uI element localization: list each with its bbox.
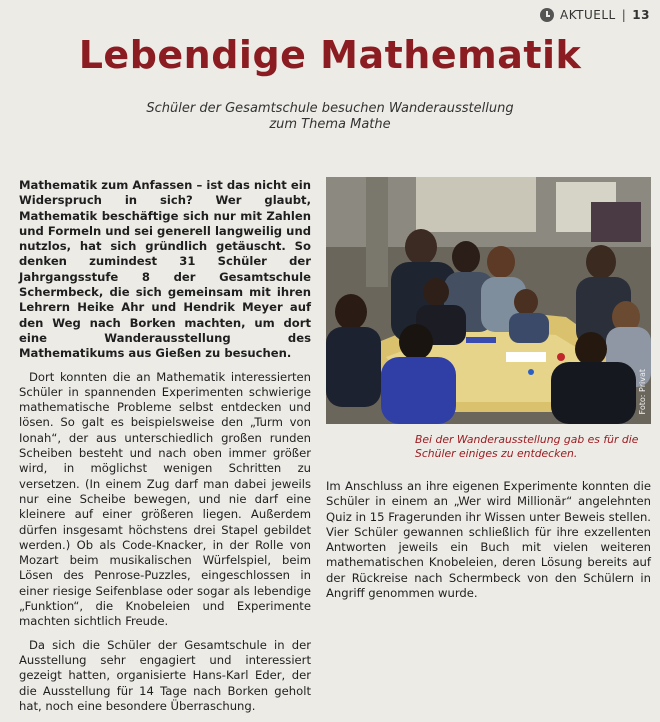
subtitle-line-1: Schüler der Gesamtschule besuchen Wanderausstellung: [146, 101, 514, 116]
photo-credit: Foto: Privat: [638, 368, 647, 414]
photo-illustration: [326, 177, 651, 424]
section-label: AKTUELL: [560, 8, 616, 22]
article-title: Lebendige Mathematik: [78, 33, 582, 77]
page-header: [540, 6, 650, 24]
article-photo: [326, 177, 651, 424]
article-left-column: [19, 178, 311, 722]
body-paragraph-3: Da sich die Schüler der Gesamtschule in der Ausstellung sehr engagiert und interessiert gezeigt hatten, organisierte Hans-Karl Eder, der die Ausstellung für 14 Tage nach Borken geholt hat, noch eine besondere Überraschung.: [19, 637, 311, 713]
clock-icon: [540, 8, 554, 22]
article-subtitle: [100, 101, 560, 133]
body-paragraph-4: Im Anschluss an ihre eigenen Experimente konnten die Schüler in einem an „Wer wird Millionär“ angelehnten Quiz in 15 Fragerunden ihr Wissen unter Beweis stellen. Vier Schüler gewannen schließlich für ihre exzellenten Antworten jeweils ein Buch mit vielen weiteren mathematischen Knobeleien, deren Lösung bereits auf der Rückreise nach Schermbeck von den Schülern in Angriff genommen wurde.: [326, 479, 651, 601]
lead-paragraph: Mathematik zum Anfassen – ist das nicht ein Widerspruch in sich? Wer glaubt, Mathematik beschäftige sich nur mit Zahlen und Formeln und sei generell langweilig und nutzlos, hat sich gründlich getäuscht. So denken zumindest 31 Schüler der Jahrgangsstufe 8 der Gesamtschule Schermbeck, die sich gemeinsam mit ihren Lehrern Heike Ahr und Hendrik Meyer auf den Weg nach Borken machten, um dort eine Wanderausstellung des Mathematikums aus Gießen zu besuchen.: [19, 178, 311, 361]
page-number: 13: [632, 8, 650, 22]
subtitle-line-2: zum Thema Mathe: [269, 117, 391, 132]
header-separator: |: [621, 8, 627, 22]
body-paragraph-2: Dort konnten die an Mathematik interessierten Schüler in spannenden Experimenten schwierige mathematische Probleme selbst entdecken und lösen. So galt es beispielsweise den „Turm von Ionah“, der aus unterschiedlich großen runden Scheiben besteht und nach oben immer größer wird, in möglichst wenigen Schritten zu versetzen. (In einem Zug darf man dabei jeweils nur eine Scheibe bewegen, und nie darf eine kleinere auf einer größeren liegen. Außerdem dürfen insgesamt höchstens drei Stapel gebildet werden.) Ob als Code-Knacker, in der Rolle von Mozart beim musikalischen Würfelspiel, beim Lösen des Penrose-Puzzles, eingeschlossen in einer riesige Seifenblase oder sogar als lebendige „Funktion“, die Knobeleien und Experimente machten sichtlich Freude.: [19, 369, 311, 629]
photo-caption: Bei der Wanderausstellung gab es für die Schüler einiges zu entdecken.: [415, 433, 639, 460]
